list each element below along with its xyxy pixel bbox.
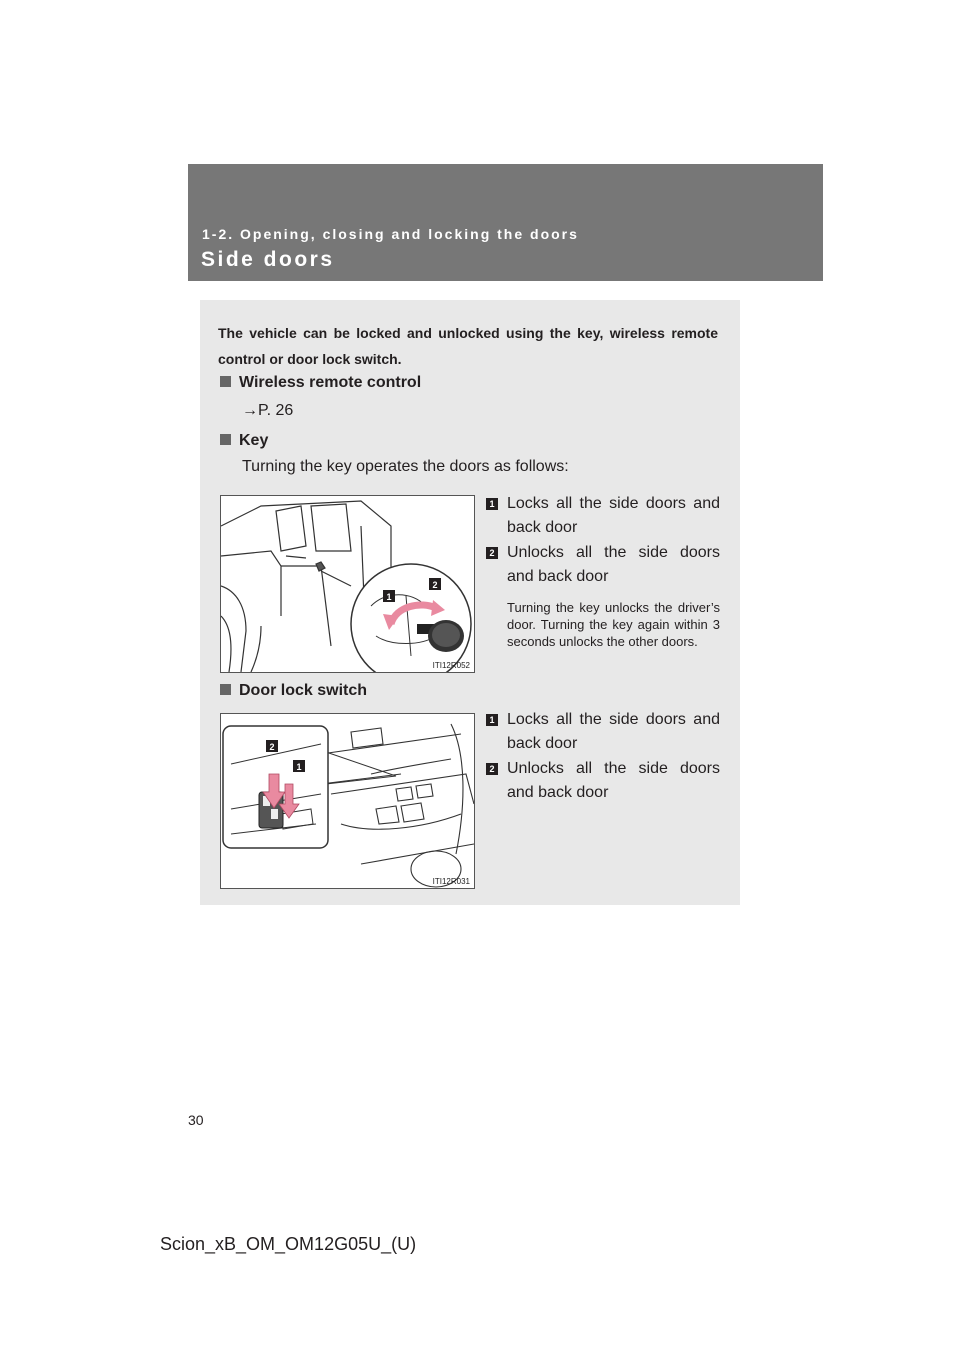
bullet-square-icon <box>220 434 231 445</box>
intro-text: The vehicle can be locked and unlocked using the key, wireless remote control or door lock switch. <box>218 325 718 367</box>
content-box <box>200 300 740 905</box>
step-item <box>484 757 720 805</box>
step-text: Locks all the side doors and back door <box>507 711 720 752</box>
door-switch-drawing <box>221 714 474 888</box>
section-label: 1-2. Opening, closing and locking the doors <box>202 226 579 242</box>
wireless-heading <box>220 374 421 392</box>
key-heading <box>220 432 268 450</box>
key-description: Turning the key operates the doors as follows: <box>242 458 569 475</box>
key-note: Turning the key unlocks the driver’s door. Turning the key again within 3 seconds unlocks the other doors. <box>507 600 720 649</box>
door-lock-switch-heading-label: Door lock switch <box>239 682 368 699</box>
bullet-square-icon <box>220 684 231 695</box>
key-illustration <box>220 495 475 673</box>
step-number-badge: 1 <box>486 714 498 726</box>
page-reference-link[interactable]: →P. 26 <box>242 402 294 419</box>
wireless-heading-label: Wireless remote control <box>239 374 422 391</box>
step-item <box>484 492 720 540</box>
key-steps <box>484 492 720 650</box>
door-lock-switch-steps <box>484 708 720 806</box>
svg-text:1: 1 <box>386 592 392 602</box>
illustration-code: ITI12R031 <box>432 877 470 886</box>
svg-text:1: 1 <box>296 762 302 772</box>
svg-text:2: 2 <box>432 580 438 590</box>
step-text: Unlocks all the side doors and back door <box>507 544 720 585</box>
key-heading-label: Key <box>239 432 269 449</box>
door-lock-switch-illustration <box>220 713 475 889</box>
bullet-square-icon <box>220 376 231 387</box>
step-text: Unlocks all the side doors and back door <box>507 760 720 801</box>
step-number-badge: 2 <box>486 547 498 559</box>
step-item <box>484 708 720 756</box>
page-title: Side doors <box>201 248 335 271</box>
door-lock-switch-heading <box>220 682 367 700</box>
step-number-badge: 1 <box>486 498 498 510</box>
step-item <box>484 541 720 589</box>
section-header <box>188 164 823 281</box>
document-code: Scion_xB_OM_OM12G05U_(U) <box>160 1234 417 1254</box>
svg-text:2: 2 <box>269 742 275 752</box>
step-number-badge: 2 <box>486 763 498 775</box>
page-number: 30 <box>188 1112 204 1128</box>
step-text: Locks all the side doors and back door <box>507 495 720 536</box>
illustration-code: ITI12R052 <box>432 661 470 670</box>
car-door-key-drawing <box>221 496 474 672</box>
